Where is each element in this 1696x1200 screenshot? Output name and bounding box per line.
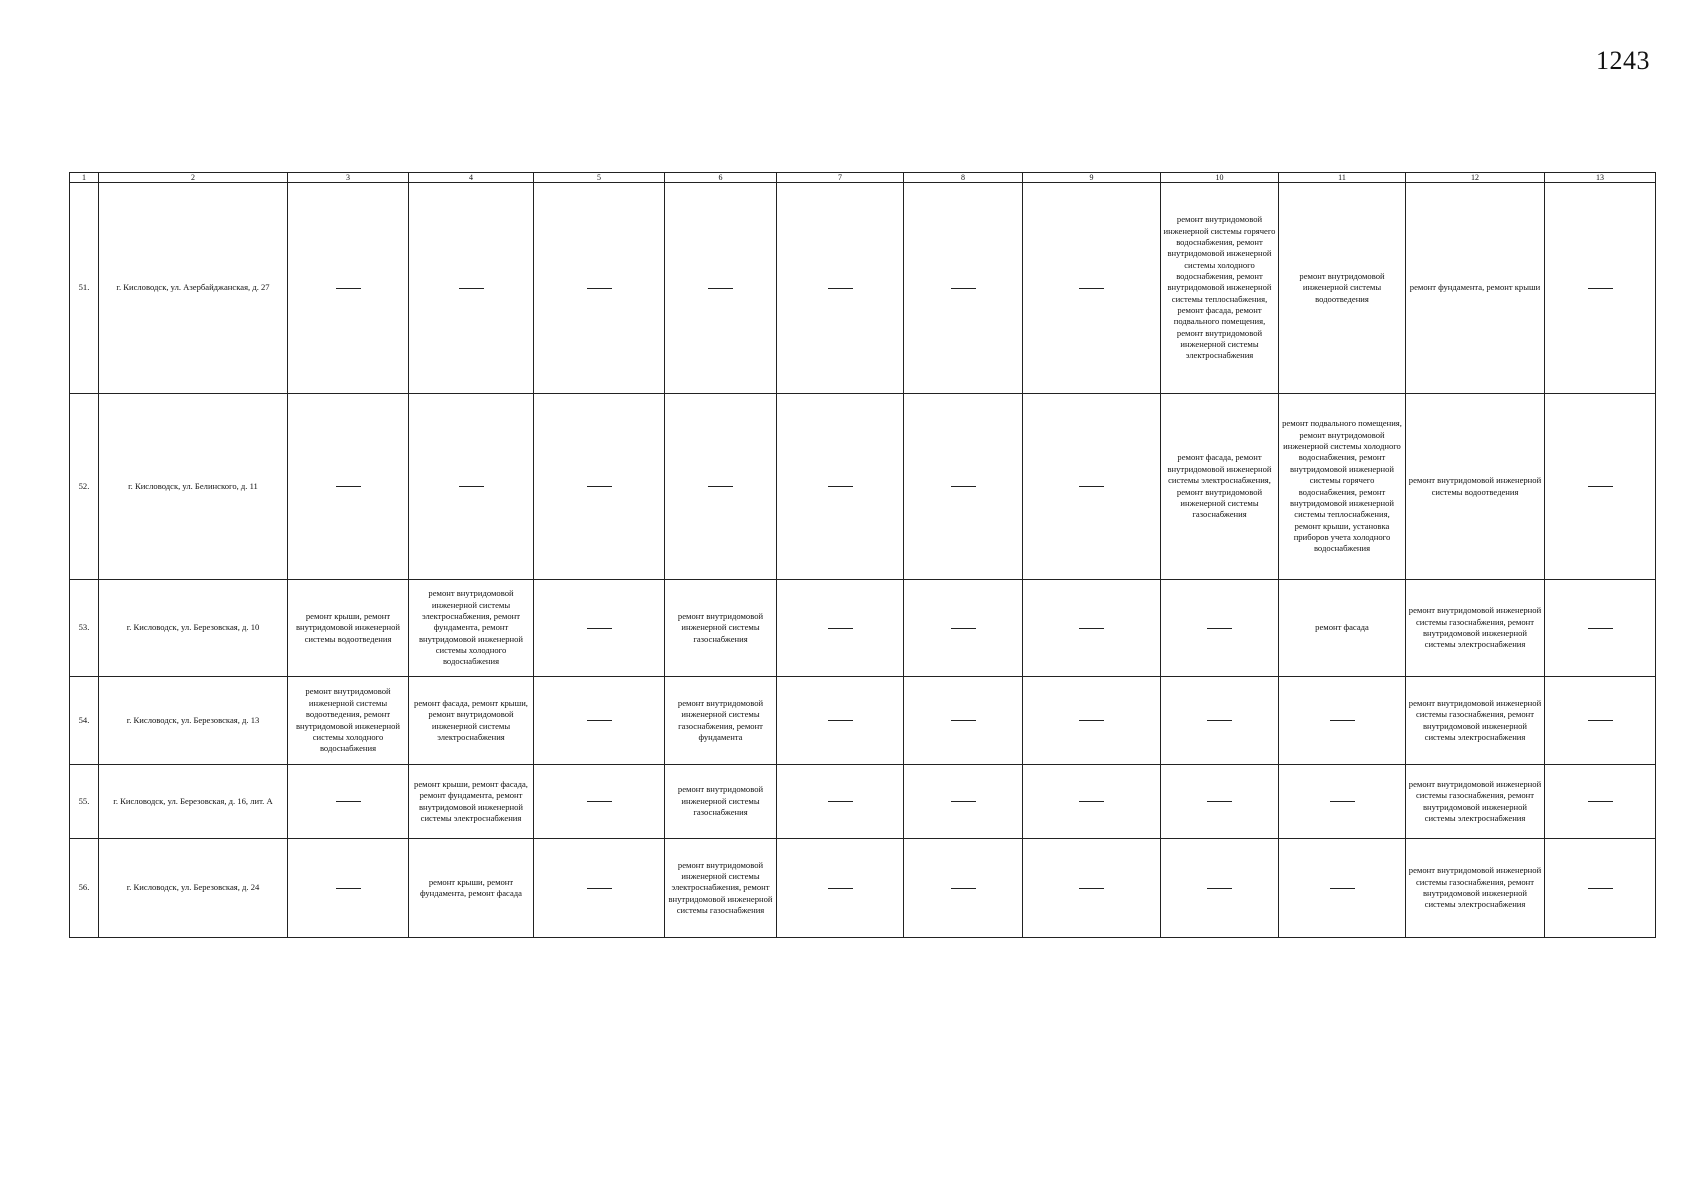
dash-mark [1588, 628, 1613, 629]
work-type-cell: ремонт внутридомовой инженерной системы электроснабжения, ремонт фундамента, ремонт внутридомовой инженерной системы холодного водоснабжения [409, 580, 534, 677]
work-type-cell: ремонт внутридомовой инженерной системы водоотведения [1279, 183, 1406, 394]
dash-mark [587, 486, 612, 487]
empty-cell [904, 677, 1023, 765]
column-header: 4 [409, 173, 534, 183]
empty-cell [1023, 677, 1161, 765]
work-type-cell: ремонт внутридомовой инженерной системы газоснабжения, ремонт внутридомовой инженерной системы электроснабжения [1406, 580, 1545, 677]
dash-mark [459, 486, 484, 487]
dash-mark [1207, 801, 1232, 802]
empty-cell [904, 765, 1023, 839]
empty-cell [1279, 677, 1406, 765]
dash-mark [708, 288, 733, 289]
empty-cell [1279, 765, 1406, 839]
dash-mark [1588, 288, 1613, 289]
column-header: 5 [534, 173, 665, 183]
empty-cell [534, 394, 665, 580]
column-header: 9 [1023, 173, 1161, 183]
page-number: 1243 [1596, 46, 1650, 75]
address-cell: г. Кисловодск, ул. Березовская, д. 10 [99, 580, 288, 677]
work-type-cell: ремонт крыши, ремонт фундамента, ремонт фасада [409, 839, 534, 938]
column-header: 3 [288, 173, 409, 183]
empty-cell [1161, 839, 1279, 938]
column-header: 1 [70, 173, 99, 183]
empty-cell [777, 677, 904, 765]
dash-mark [459, 288, 484, 289]
dash-mark [708, 486, 733, 487]
empty-cell [1545, 765, 1656, 839]
work-type-cell: ремонт фасада, ремонт крыши, ремонт внутридомовой инженерной системы электроснабжения [409, 677, 534, 765]
dash-mark [828, 888, 853, 889]
table-row [70, 580, 1656, 677]
dash-mark [336, 888, 361, 889]
empty-cell [534, 765, 665, 839]
empty-cell [288, 765, 409, 839]
repair-schedule-table [69, 172, 1656, 938]
empty-cell [534, 677, 665, 765]
column-number-row [70, 173, 1656, 183]
row-number: 56. [70, 839, 99, 938]
work-type-cell: ремонт внутридомовой инженерной системы газоснабжения, ремонт фундамента [665, 677, 777, 765]
table-row [70, 183, 1656, 394]
column-header: 6 [665, 173, 777, 183]
work-type-cell: ремонт фасада [1279, 580, 1406, 677]
dash-mark [587, 288, 612, 289]
work-type-cell: ремонт крыши, ремонт фасада, ремонт фундамента, ремонт внутридомовой инженерной системы электроснабжения [409, 765, 534, 839]
dash-mark [1079, 486, 1104, 487]
table-row [70, 839, 1656, 938]
address-cell: г. Кисловодск, ул. Березовская, д. 16, лит. А [99, 765, 288, 839]
empty-cell [1023, 183, 1161, 394]
column-header: 10 [1161, 173, 1279, 183]
empty-cell [534, 580, 665, 677]
column-header: 7 [777, 173, 904, 183]
row-number: 52. [70, 394, 99, 580]
empty-cell [1161, 580, 1279, 677]
row-number: 53. [70, 580, 99, 677]
dash-mark [1079, 628, 1104, 629]
dash-mark [1588, 888, 1613, 889]
dash-mark [336, 288, 361, 289]
dash-mark [1330, 720, 1355, 721]
empty-cell [777, 839, 904, 938]
column-header: 11 [1279, 173, 1406, 183]
column-header: 12 [1406, 173, 1545, 183]
row-number: 51. [70, 183, 99, 394]
work-type-cell: ремонт внутридомовой инженерной системы газоснабжения, ремонт внутридомовой инженерной системы электроснабжения [1406, 677, 1545, 765]
row-number: 54. [70, 677, 99, 765]
empty-cell [777, 183, 904, 394]
empty-cell [1023, 765, 1161, 839]
dash-mark [1207, 888, 1232, 889]
column-header: 8 [904, 173, 1023, 183]
empty-cell [1545, 580, 1656, 677]
empty-cell [904, 394, 1023, 580]
dash-mark [828, 801, 853, 802]
dash-mark [828, 486, 853, 487]
dash-mark [1079, 720, 1104, 721]
dash-mark [1079, 888, 1104, 889]
empty-cell [777, 394, 904, 580]
work-type-cell: ремонт внутридомовой инженерной системы газоснабжения [665, 765, 777, 839]
dash-mark [1588, 720, 1613, 721]
dash-mark [1079, 288, 1104, 289]
empty-cell [665, 183, 777, 394]
dash-mark [1588, 486, 1613, 487]
column-header: 13 [1545, 173, 1656, 183]
column-header: 2 [99, 173, 288, 183]
empty-cell [1161, 677, 1279, 765]
dash-mark [951, 720, 976, 721]
work-type-cell: ремонт крыши, ремонт внутридомовой инженерной системы водоотведения [288, 580, 409, 677]
empty-cell [1161, 765, 1279, 839]
empty-cell [1545, 677, 1656, 765]
work-type-cell: ремонт внутридомовой инженерной системы электроснабжения, ремонт внутридомовой инженерной системы газоснабжения [665, 839, 777, 938]
work-type-cell: ремонт внутридомовой инженерной системы водоотведения, ремонт внутридомовой инженерной системы холодного водоснабжения [288, 677, 409, 765]
dash-mark [1330, 888, 1355, 889]
dash-mark [336, 486, 361, 487]
empty-cell [1545, 394, 1656, 580]
empty-cell [1023, 394, 1161, 580]
dash-mark [1079, 801, 1104, 802]
dash-mark [1330, 801, 1355, 802]
dash-mark [1207, 720, 1232, 721]
empty-cell [1023, 580, 1161, 677]
work-type-cell: ремонт внутридомовой инженерной системы горячего водоснабжения, ремонт внутридомовой инженерной системы холодного водоснабжения, ремонт внутридомовой инженерной системы теплоснабжения, ремонт фасада, ремонт подвального помещения, ремонт внутридомовой инженерной системы электроснабжения [1161, 183, 1279, 394]
table-row [70, 394, 1656, 580]
empty-cell [288, 183, 409, 394]
work-type-cell: ремонт внутридомовой инженерной системы газоснабжения, ремонт внутридомовой инженерной системы электроснабжения [1406, 839, 1545, 938]
empty-cell [665, 394, 777, 580]
empty-cell [1545, 839, 1656, 938]
empty-cell [904, 839, 1023, 938]
dash-mark [951, 888, 976, 889]
address-cell: г. Кисловодск, ул. Белинского, д. 11 [99, 394, 288, 580]
empty-cell [777, 765, 904, 839]
dash-mark [336, 801, 361, 802]
empty-cell [777, 580, 904, 677]
work-type-cell: ремонт фундамента, ремонт крыши [1406, 183, 1545, 394]
empty-cell [534, 183, 665, 394]
empty-cell [1023, 839, 1161, 938]
empty-cell [904, 580, 1023, 677]
empty-cell [409, 394, 534, 580]
work-type-cell: ремонт фасада, ремонт внутридомовой инженерной системы электроснабжения, ремонт внутридомовой инженерной системы газоснабжения [1161, 394, 1279, 580]
empty-cell [1279, 839, 1406, 938]
dash-mark [951, 801, 976, 802]
empty-cell [288, 394, 409, 580]
dash-mark [1207, 628, 1232, 629]
address-cell: г. Кисловодск, ул. Азербайджанская, д. 27 [99, 183, 288, 394]
empty-cell [904, 183, 1023, 394]
dash-mark [828, 720, 853, 721]
row-number: 55. [70, 765, 99, 839]
empty-cell [534, 839, 665, 938]
dash-mark [828, 288, 853, 289]
work-type-cell: ремонт внутридомовой инженерной системы водоотведения [1406, 394, 1545, 580]
dash-mark [587, 720, 612, 721]
dash-mark [587, 628, 612, 629]
dash-mark [828, 628, 853, 629]
dash-mark [587, 801, 612, 802]
dash-mark [587, 888, 612, 889]
table-row [70, 765, 1656, 839]
dash-mark [951, 486, 976, 487]
empty-cell [409, 183, 534, 394]
empty-cell [288, 839, 409, 938]
table-row [70, 677, 1656, 765]
address-cell: г. Кисловодск, ул. Березовская, д. 13 [99, 677, 288, 765]
work-type-cell: ремонт внутридомовой инженерной системы газоснабжения [665, 580, 777, 677]
address-cell: г. Кисловодск, ул. Березовская, д. 24 [99, 839, 288, 938]
dash-mark [951, 288, 976, 289]
work-type-cell: ремонт внутридомовой инженерной системы газоснабжения, ремонт внутридомовой инженерной системы электроснабжения [1406, 765, 1545, 839]
dash-mark [1588, 801, 1613, 802]
empty-cell [1545, 183, 1656, 394]
dash-mark [951, 628, 976, 629]
work-type-cell: ремонт подвального помещения, ремонт внутридомовой инженерной системы холодного водоснабжения, ремонт внутридомовой инженерной системы горячего водоснабжения, ремонт внутридомовой инженерной системы теплоснабжения, ремонт крыши, установка приборов учета холодного водоснабжения [1279, 394, 1406, 580]
